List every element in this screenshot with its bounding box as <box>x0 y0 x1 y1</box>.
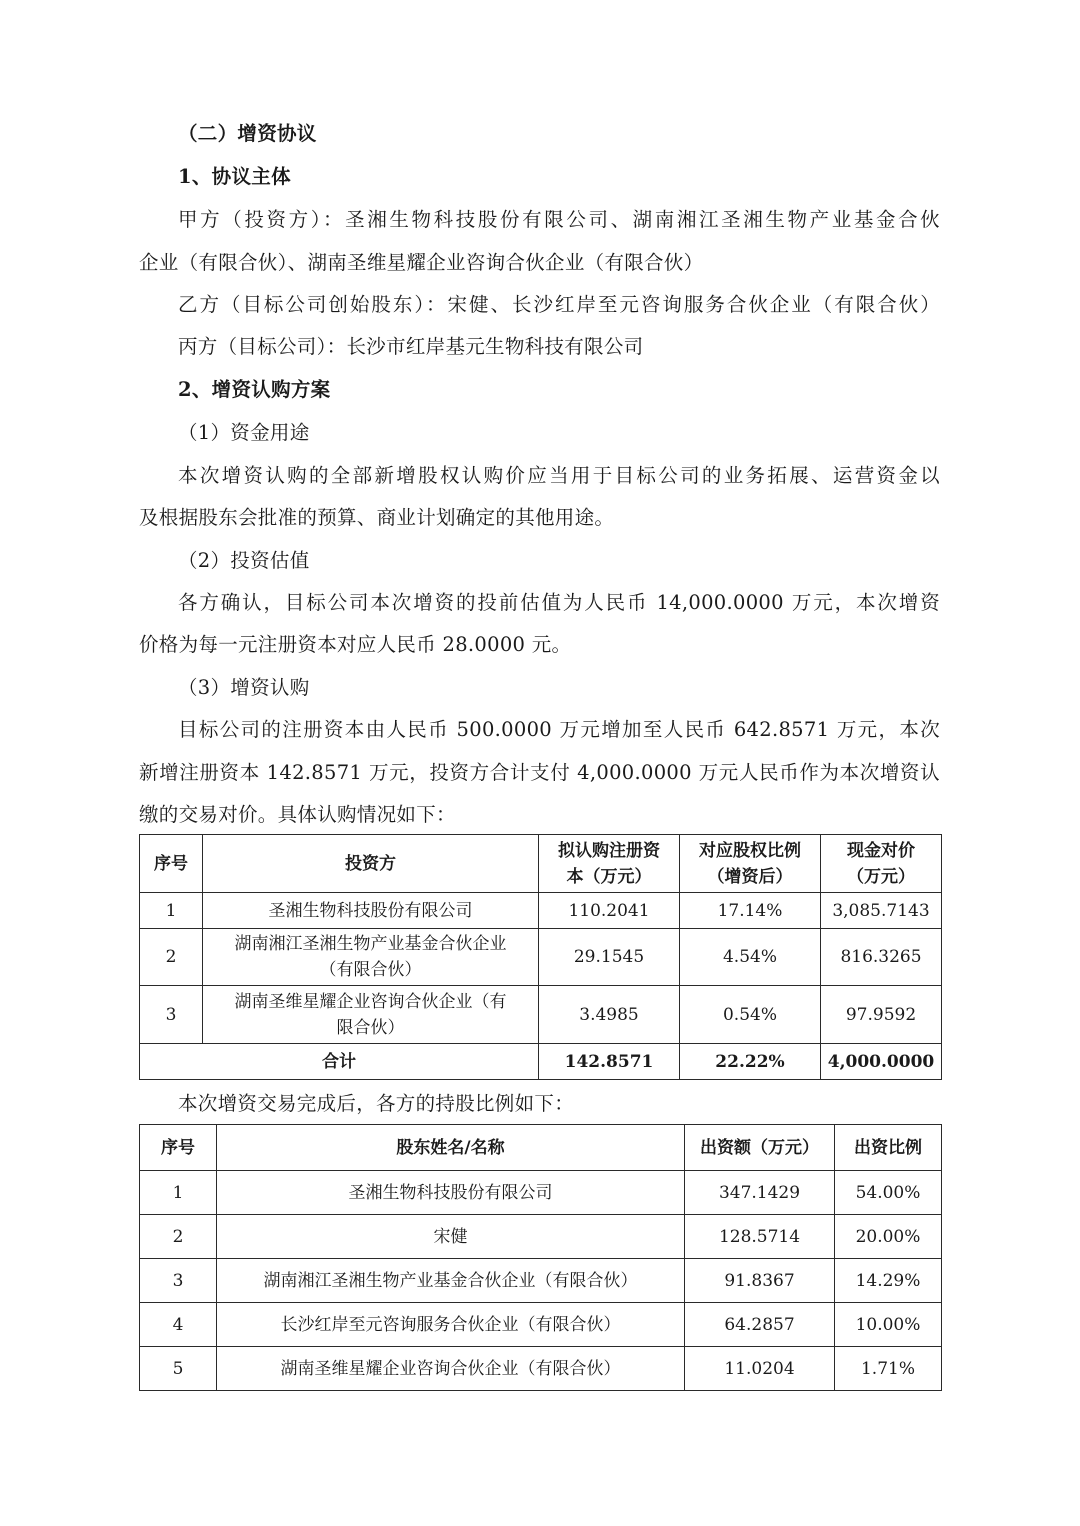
cell-total-capital: 142.8571 <box>539 1044 680 1080</box>
header-ratio-line-2: （增资后） <box>707 866 793 887</box>
cell-investor <box>203 986 539 1044</box>
header-cash <box>821 835 942 893</box>
cell-ratio: 14.29% <box>835 1259 942 1303</box>
cell-shareholder: 圣湘生物科技股份有限公司 <box>217 1171 685 1215</box>
cell-no: 3 <box>140 1259 217 1303</box>
header-cash-line-2: （万元） <box>847 866 915 887</box>
cell-no: 5 <box>140 1347 217 1391</box>
cell-total-cash: 4,000.0000 <box>821 1044 942 1080</box>
subscription-table <box>139 834 942 1080</box>
cell-no: 2 <box>140 1215 217 1259</box>
subscription-line-3: 缴的交易对价。具体认购情况如下： <box>139 803 456 826</box>
table-row <box>140 1259 942 1303</box>
cell-investor: 圣湘生物科技股份有限公司 <box>203 893 539 929</box>
cell-total-label: 合计 <box>140 1044 539 1080</box>
table-total-row <box>140 1044 942 1080</box>
valuation-line-2: 价格为每一元注册资本对应人民币 28.0000 元。 <box>139 633 572 656</box>
cell-ratio: 20.00% <box>835 1215 942 1259</box>
table-row <box>140 1215 942 1259</box>
cell-amount: 91.8367 <box>685 1259 835 1303</box>
cell-investor-line-1: 湖南圣维星耀企业咨询合伙企业（有 <box>234 991 507 1012</box>
cell-no: 1 <box>140 1171 217 1215</box>
cell-shareholder: 宋健 <box>217 1215 685 1259</box>
table-row <box>140 893 942 929</box>
party-a-line-2: 企业（有限合伙）、湖南圣维星耀企业咨询合伙企业（有限合伙） <box>139 251 704 274</box>
cell-no: 4 <box>140 1303 217 1347</box>
cell-shareholder: 湖南湘江圣湘生物产业基金合伙企业（有限合伙） <box>217 1259 685 1303</box>
subscription-line-2: 新增注册资本 142.8571 万元，投资方合计支付 4,000.0000 万元人民币作为本次增资认 <box>139 761 940 784</box>
cell-ratio: 10.00% <box>835 1303 942 1347</box>
cell-ratio: 1.71% <box>835 1347 942 1391</box>
cell-cash: 816.3265 <box>821 929 942 986</box>
table-row <box>140 986 942 1044</box>
cell-cash: 3,085.7143 <box>821 893 942 929</box>
cell-capital: 110.2041 <box>539 893 680 929</box>
shareholding-table <box>139 1124 942 1391</box>
cell-investor-line-2: （有限合伙） <box>319 960 422 980</box>
cell-investor-line-2: 限合伙） <box>336 1017 405 1038</box>
cell-amount: 128.5714 <box>685 1215 835 1259</box>
header-capital-line-2: 本（万元） <box>566 866 652 887</box>
party-c: 丙方（目标公司）：长沙市红岸基元生物科技有限公司 <box>178 335 644 358</box>
cell-shareholder: 湖南圣维星耀企业咨询合伙企业（有限合伙） <box>217 1347 685 1391</box>
cell-ratio: 0.54% <box>680 986 821 1044</box>
cell-ratio: 4.54% <box>680 929 821 986</box>
item-title-fund-use: （1）资金用途 <box>178 421 310 444</box>
cell-ratio: 17.14% <box>680 893 821 929</box>
header-no: 序号 <box>140 1125 217 1171</box>
subsection-title-plan: 2、增资认购方案 <box>178 378 331 401</box>
table-row <box>140 1347 942 1391</box>
header-investor: 投资方 <box>203 835 539 893</box>
table-header-row <box>140 1125 942 1171</box>
header-shareholder: 股东姓名/名称 <box>217 1125 685 1171</box>
header-ratio <box>680 835 821 893</box>
item-title-valuation: （2）投资估值 <box>178 549 310 572</box>
after-subscription-text: 本次增资交易完成后，各方的持股比例如下： <box>178 1092 575 1115</box>
cell-ratio: 54.00% <box>835 1171 942 1215</box>
table-header-row <box>140 835 942 893</box>
header-capital <box>539 835 680 893</box>
subsection-title-parties: 1、协议主体 <box>178 165 291 188</box>
section-title: （二）增资协议 <box>178 122 317 145</box>
header-ratio: 出资比例 <box>835 1125 942 1171</box>
cell-capital: 29.1545 <box>539 929 680 986</box>
cell-no: 1 <box>140 893 203 929</box>
header-no: 序号 <box>140 835 203 893</box>
header-ratio-line-1: 对应股权比例 <box>699 840 801 861</box>
table-row <box>140 1171 942 1215</box>
valuation-line-1: 各方确认，目标公司本次增资的投前估值为人民币 14,000.0000 万元，本次增资 <box>178 591 940 614</box>
header-cash-line-1: 现金对价 <box>847 840 915 861</box>
table-row <box>140 1303 942 1347</box>
cell-total-ratio: 22.22% <box>680 1044 821 1080</box>
header-amount: 出资额（万元） <box>685 1125 835 1171</box>
fund-use-line-2: 及根据股东会批准的预算、商业计划确定的其他用途。 <box>139 506 615 529</box>
cell-amount: 11.0204 <box>685 1347 835 1391</box>
fund-use-line-1: 本次增资认购的全部新增股权认购价应当用于目标公司的业务拓展、运营资金以 <box>178 464 940 487</box>
item-title-subscription: （3）增资认购 <box>178 676 310 699</box>
table-row <box>140 929 942 986</box>
cell-no: 3 <box>140 986 203 1044</box>
cell-investor <box>203 929 539 986</box>
party-b: 乙方（目标公司创始股东）：宋健、长沙红岸至元咨询服务合伙企业（有限合伙） <box>178 293 940 316</box>
cell-amount: 64.2857 <box>685 1303 835 1347</box>
cell-no: 2 <box>140 929 203 986</box>
cell-investor-line-1: 湖南湘江圣湘生物产业基金合伙企业 <box>234 934 507 954</box>
cell-cash: 97.9592 <box>821 986 942 1044</box>
cell-amount: 347.1429 <box>685 1171 835 1215</box>
party-a-line-1: 甲方（投资方）：圣湘生物科技股份有限公司、湖南湘江圣湘生物产业基金合伙 <box>178 208 940 231</box>
header-capital-line-1: 拟认购注册资 <box>558 840 660 861</box>
subscription-line-1: 目标公司的注册资本由人民币 500.0000 万元增加至人民币 642.8571 万元，本次 <box>178 718 940 741</box>
cell-capital: 3.4985 <box>539 986 680 1044</box>
cell-shareholder: 长沙红岸至元咨询服务合伙企业（有限合伙） <box>217 1303 685 1347</box>
